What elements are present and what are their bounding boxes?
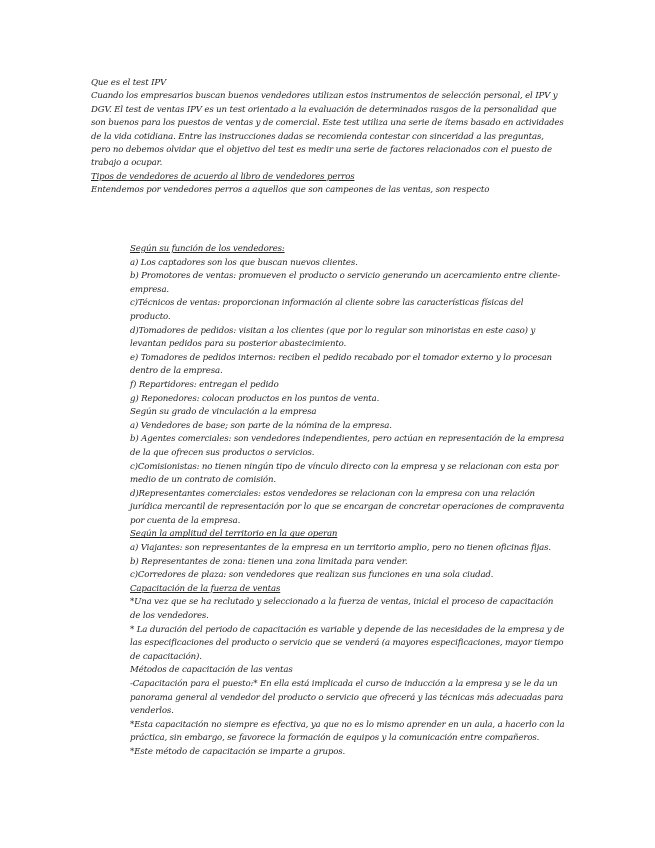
list-item: *Esta capacitación no siempre es efectiva, ya que no es lo mismo aprender en un aula, a hacerlo con la práctica, sin embargo, se favorece la formación de equipos y la comunicación entre compañeros.	[130, 719, 565, 744]
list-item: c)Corredores de plaza: son vendedores que realizan sus funciones en una sola ciudad.	[130, 570, 494, 581]
list-item: *Este método de capacitación se imparte a grupos.	[130, 746, 346, 757]
list-item: a) Los captadores son los que buscan nuevos clientes.	[130, 257, 358, 268]
section-title: Según su grado de vinculación a la empresa	[130, 407, 317, 418]
list-item: f) Repartidores: entregan el pedido	[130, 379, 279, 390]
list-item: * La duración del periodo de capacitación es variable y depende de las necesidades de la empresa y de las especificaciones del producto o servicio que se venderá (a mayores especificaciones, mayor tiempo de capacitación).	[130, 624, 565, 662]
list-item: -Capacitación para el puesto:* En ella está implicada el curso de inducción a la empresa y se le da un panorama general al vendedor del producto o servicio que ofrecerá y las técnicas más adecuadas para venderlos.	[130, 679, 564, 717]
sections-block	[130, 243, 566, 760]
section-title: Según su función de los vendedores:	[130, 244, 285, 254]
list-item: a) Viajantes: son representantes de la empresa en un territorio amplio, pero no tienen oficinas fijas.	[130, 543, 551, 554]
list-item: d)Tomadores de pedidos: visitan a los clientes (que por lo regular son minoristas en este caso) y levantan pedidos para su posterior abastecimiento.	[130, 325, 536, 350]
list-item: c)Comisionistas: no tienen ningún tipo de vínculo directo con la empresa y se relacionan con esta por medio de un contrato de comisión.	[130, 461, 559, 486]
list-item: e) Tomadores de pedidos internos: reciben el pedido recabado por el tomador externo y lo procesan dentro de la empresa.	[130, 352, 552, 377]
intro-heading: Que es el test IPV	[91, 78, 167, 88]
list-item: a) Vendedores de base; son parte de la nómina de la empresa.	[130, 420, 392, 431]
section-title: Métodos de capacitación de las ventas	[130, 665, 293, 676]
intro-paragraph: Cuando los empresarios buscan buenos vendedores utilizan estos instrumentos de selección personal, el IPV y DGV. El test de ventas IPV es un test orientado a la evaluación de determinados rasgos de la personalidad que son buenos para los puestos de ventas y de comercial. Este test utiliza una serie de ítems basado en actividades de la vida cotidiana. Entre las instrucciones dadas se recomienda contestar con sinceridad a las preguntas, pero no debemos olvidar que el objetivo del test es medir una serie de factores relacionados con el puesto de trabajo a ocupar.	[91, 91, 564, 169]
section-title: Capacitación de la fuerza de ventas	[130, 583, 281, 594]
list-item: b) Promotores de ventas: promueven el producto o servicio generando un acercamiento entre cliente-empresa.	[130, 271, 561, 295]
list-item: b) Representantes de zona: tienen una zona limitada para vender.	[130, 556, 408, 567]
list-item: c)Técnicos de ventas: proporcionan información al cliente sobre las características físicas del producto.	[130, 298, 524, 322]
list-item: d)Representantes comerciales: estos vendedores se relacionan con la empresa con una relación jurídica mercantil de representación por lo que se encargan de concretar operaciones de compraventa por cuenta de la empresa.	[130, 488, 565, 526]
intro-block	[91, 77, 565, 198]
list-item: b) Agentes comerciales: son vendedores independientes, pero actúan en representación de la empresa de la que ofrecen sus productos o servicios.	[130, 434, 565, 458]
list-item: g) Reponedores: colocan productos en los puntos de venta.	[130, 393, 380, 404]
section-title: Según la amplitud del territorio en la que operan	[130, 529, 338, 540]
intro-subheading: Tipos de vendedores de acuerdo al libro de vendedores perros	[91, 171, 355, 182]
list-item: *Una vez que se ha reclutado y seleccionado a la fuerza de ventas, inicial el proceso de capacitación de los vendedores.	[130, 597, 554, 622]
intro-sentence: Entendemos por vendedores perros a aquellos que son campeones de las ventas, son respecto	[91, 185, 490, 196]
